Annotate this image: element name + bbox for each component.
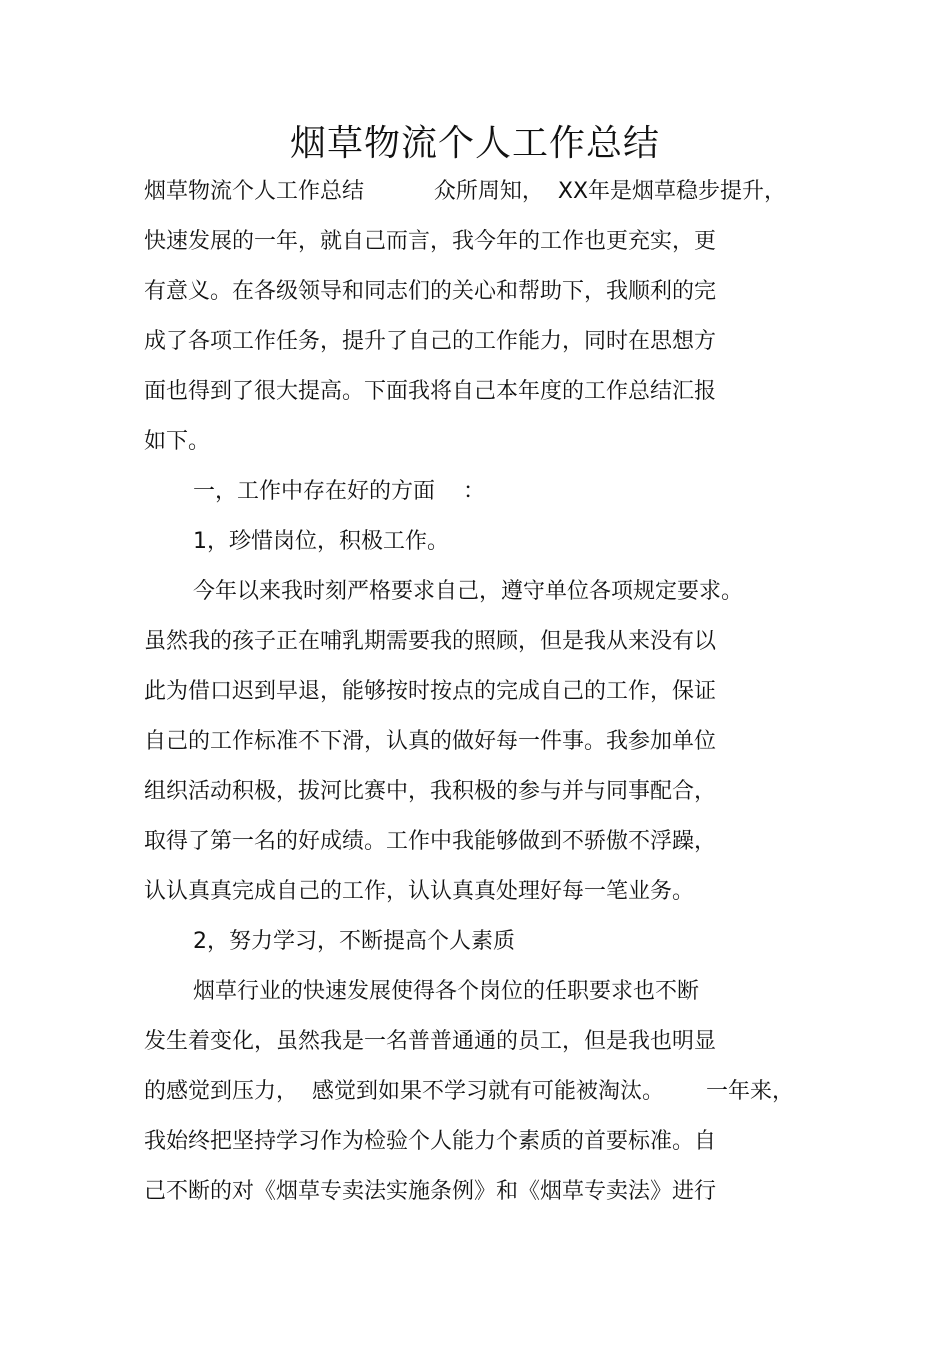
section-heading: 一，工作中存在好的方面 ：	[193, 479, 485, 504]
body-line: 烟草物流个人工作总结 众所周知， XX年是烟草稳步提升，	[144, 179, 787, 204]
body-line: 的感觉到压力， 感觉到如果不学习就有可能被淘汰。 一年来，	[144, 1079, 794, 1104]
body-line: 自己的工作标准不下滑，认真的做好每一件事。我参加单位	[144, 729, 717, 754]
body-line: 烟草行业的快速发展使得各个岗位的任职要求也不断	[193, 979, 700, 1004]
body-line: 认认真真完成自己的工作，认认真真处理好每一笔业务。	[144, 879, 695, 904]
body-line: 面也得到了很大提高。下面我将自己本年度的工作总结汇报	[144, 379, 717, 404]
body-line: 今年以来我时刻严格要求自己，遵守单位各项规定要求。	[193, 579, 744, 604]
body-line: 虽然我的孩子正在哺乳期需要我的照顾，但是我从来没有以	[144, 629, 717, 654]
body-line: 己不断的对《烟草专卖法实施条例》和《烟草专卖法》进行	[144, 1179, 717, 1204]
body-line: 快速发展的一年，就自己而言，我今年的工作也更充实，更	[144, 229, 717, 254]
body-line: 组织活动积极，拔河比赛中，我积极的参与并与同事配合，	[144, 779, 717, 804]
body-line: 成了各项工作任务，提升了自己的工作能力，同时在思想方	[144, 329, 717, 354]
body-line: 发生着变化，虽然我是一名普普通通的员工，但是我也明显	[144, 1029, 717, 1054]
document-title: 烟草物流个人工作总结	[289, 123, 660, 164]
body-line: 有意义。在各级领导和同志们的关心和帮助下，我顺利的完	[144, 279, 717, 304]
subsection-heading: 2，努力学习，不断提高个人素质	[193, 929, 515, 954]
body-line: 我始终把坚持学习作为检验个人能力个素质的首要标准。自	[144, 1129, 717, 1154]
body-line: 取得了第一名的好成绩。工作中我能够做到不骄傲不浮躁，	[144, 829, 717, 854]
body-line: 此为借口迟到早退，能够按时按点的完成自己的工作，保证	[144, 679, 717, 704]
body-line: 如下。	[144, 429, 211, 454]
subsection-heading: 1，珍惜岗位，积极工作。	[193, 529, 449, 554]
